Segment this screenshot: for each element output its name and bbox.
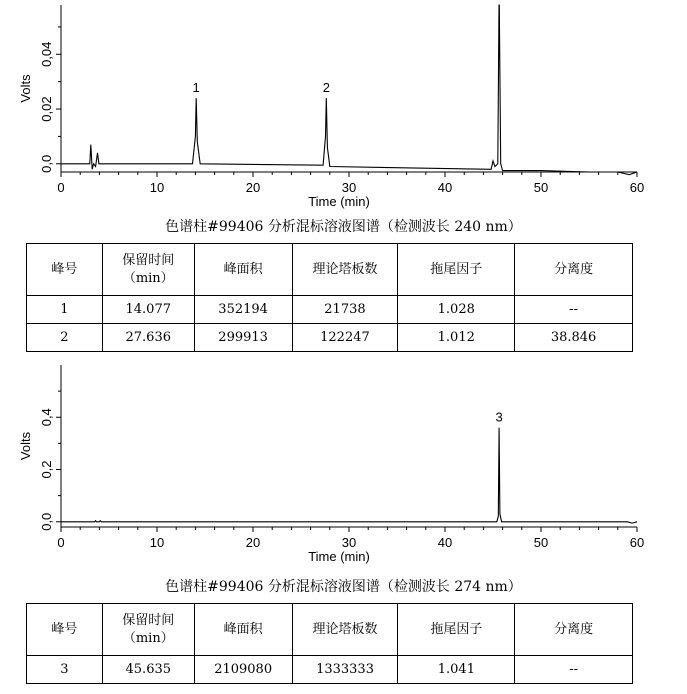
cell-peak-no: 2 (27, 324, 103, 352)
header-peak-area: 峰面积 (194, 244, 292, 296)
figure-caption-240nm: 色谱柱#99406 分析混标溶液图谱（检测波长 240 nm） (165, 219, 522, 235)
x-axis-label: Time (min) (308, 194, 370, 209)
cell-retention-time: 45.635 (102, 656, 194, 684)
peak-label: 2 (322, 80, 330, 96)
x-tick-label: 20 (245, 535, 261, 550)
header-resolution: 分离度 (515, 604, 633, 656)
header-retention-time (102, 244, 194, 296)
x-tick-label: 60 (629, 180, 645, 195)
peak-table-240nm (26, 243, 633, 352)
peak-table-274nm (26, 603, 633, 684)
header-peak-no: 峰号 (27, 604, 103, 656)
y-tick-label: 0,0 (39, 512, 54, 531)
cell-theoretical-plates: 122247 (292, 324, 398, 352)
cell-peak-area: 2109080 (194, 656, 292, 684)
cell-peak-no: 1 (27, 296, 103, 324)
x-tick-label: 50 (533, 535, 549, 550)
y-tick-label: 0,0 (39, 154, 54, 173)
header-retention-unit: （min） (122, 630, 174, 646)
cell-tailing-factor: 1.041 (398, 656, 515, 684)
y-tick-label: 0,2 (39, 460, 54, 479)
x-tick-label: 10 (149, 180, 165, 195)
figure-caption-274nm: 色谱柱#99406 分析混标溶液图谱（检测波长 274 nm） (165, 579, 522, 595)
header-theoretical-plates: 理论塔板数 (292, 604, 398, 656)
header-retention-unit: （min） (122, 270, 174, 286)
cell-peak-area: 352194 (194, 296, 292, 324)
cell-resolution: -- (515, 656, 633, 684)
table-row (27, 324, 633, 352)
header-peak-no: 峰号 (27, 244, 103, 296)
y-axis-label: Volts (18, 431, 33, 461)
cell-theoretical-plates: 21738 (292, 296, 398, 324)
x-tick-label: 50 (533, 180, 549, 195)
x-tick-label: 30 (341, 535, 357, 550)
header-resolution: 分离度 (515, 244, 633, 296)
cell-tailing-factor: 1.012 (398, 324, 515, 352)
chromatogram-trace (61, 5, 637, 175)
x-tick-label: 10 (149, 535, 165, 550)
x-axis-label: Time (min) (308, 549, 370, 564)
x-tick-label: 0 (57, 180, 65, 195)
cell-resolution: 38.846 (515, 324, 633, 352)
cell-retention-time: 27.636 (102, 324, 194, 352)
x-tick-label: 0 (57, 535, 65, 550)
cell-tailing-factor: 1.028 (398, 296, 515, 324)
header-retention-line1 (103, 252, 194, 288)
x-tick-label: 20 (245, 180, 261, 195)
x-tick-label: 60 (629, 535, 645, 550)
header-peak-area: 峰面积 (194, 604, 292, 656)
cell-theoretical-plates: 1333333 (292, 656, 398, 684)
header-retention-label: 保留时间 (122, 612, 175, 628)
header-retention-label: 保留时间 (122, 252, 175, 268)
header-retention-line1 (103, 612, 194, 648)
cell-peak-area: 299913 (194, 324, 292, 352)
header-theoretical-plates: 理论塔板数 (292, 244, 398, 296)
cell-resolution: -- (515, 296, 633, 324)
chromatogram-240nm (0, 0, 687, 215)
x-tick-label: 40 (437, 535, 453, 550)
header-tailing-factor: 拖尾因子 (398, 244, 515, 296)
chromatogram-trace (61, 428, 637, 523)
peak-label: 3 (495, 409, 503, 425)
header-tailing-factor: 拖尾因子 (398, 604, 515, 656)
table-row (27, 296, 633, 324)
header-retention-time (102, 604, 194, 656)
y-tick-label: 0,04 (39, 41, 54, 67)
table-row (27, 656, 633, 684)
y-tick-label: 0,02 (39, 96, 54, 122)
x-tick-label: 30 (341, 180, 357, 195)
peak-label: 1 (192, 80, 200, 96)
cell-peak-no: 3 (27, 656, 103, 684)
y-tick-label: 0,4 (39, 408, 54, 427)
chromatogram-274nm (0, 355, 687, 575)
x-tick-label: 40 (437, 180, 453, 195)
y-axis-label: Volts (18, 74, 33, 103)
cell-retention-time: 14.077 (102, 296, 194, 324)
